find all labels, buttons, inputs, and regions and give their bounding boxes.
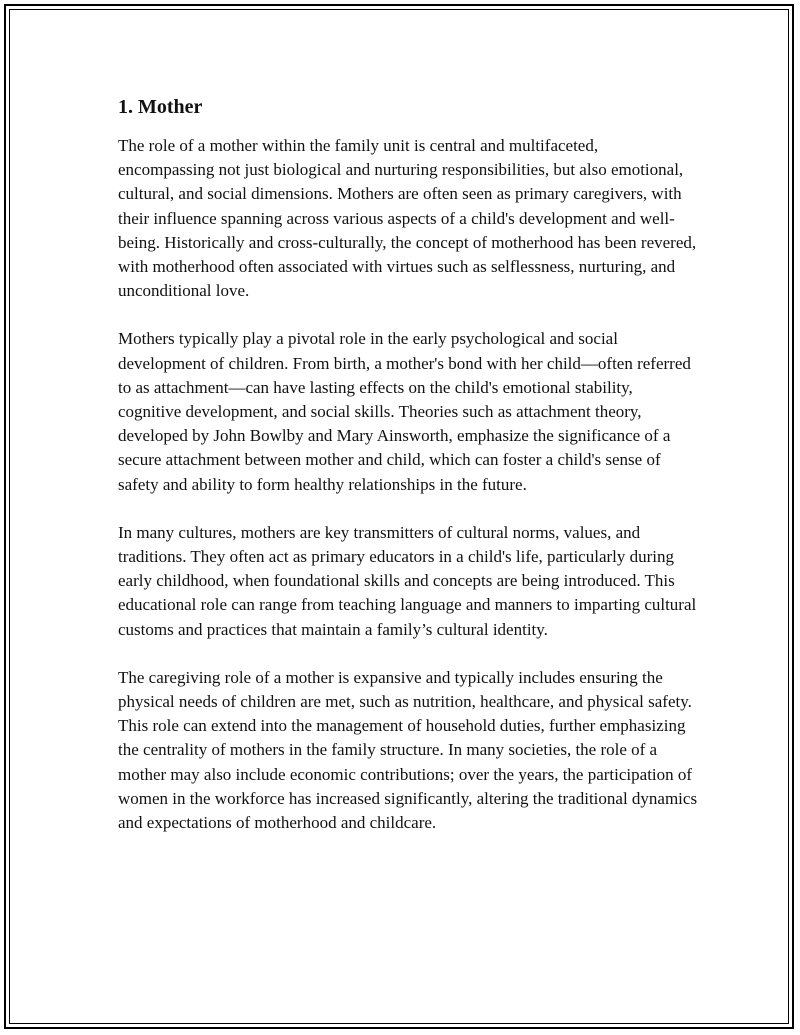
- document-body: [118, 94, 698, 859]
- paragraph-2: Mothers typically play a pivotal role in the early psychological and social development of children. From birth, a mother's bond with her child—often referred to as attachment—can have lasting effects on the child's emotional stability, cognitive development, and social skills. Theories such as attachment theory, developed by John Bowlby and Mary Ainsworth, emphasize the significance of a secure attachment between mother and child, which can foster a child's sense of safety and ability to form healthy relationships in the future.: [118, 329, 691, 494]
- paragraph-1: The role of a mother within the family unit is central and multifaceted, encompassing not just biological and nurturing responsibilities, but also emotional, cultural, and social dimensions. Mothers are often seen as primary caregivers, with their influence spanning across various aspects of a child's development and well-being. Historically and cross-culturally, the concept of motherhood has been revered, with motherhood often associated with virtues such as selflessness, nurturing, and unconditional love.: [118, 136, 697, 301]
- section-heading: 1. Mother: [118, 96, 203, 118]
- paragraph-4: The caregiving role of a mother is expansive and typically includes ensuring the physical needs of children are met, such as nutrition, healthcare, and physical safety. This role can extend into the management of household duties, further emphasizing the centrality of mothers in the family structure. In many societies, the role of a mother may also include economic contributions; over the years, the participation of women in the workforce has increased significantly, altering the traditional dynamics and expectations of motherhood and childcare.: [118, 667, 698, 833]
- paragraph-3: In many cultures, mothers are key transmitters of cultural norms, values, and traditions. They often act as primary educators in a child's life, particularly during early childhood, when foundational skills and concepts are being introduced. This educational role can range from teaching language and manners to imparting cultural customs and practices that maintain a family’s cultural identity.: [118, 522, 697, 639]
